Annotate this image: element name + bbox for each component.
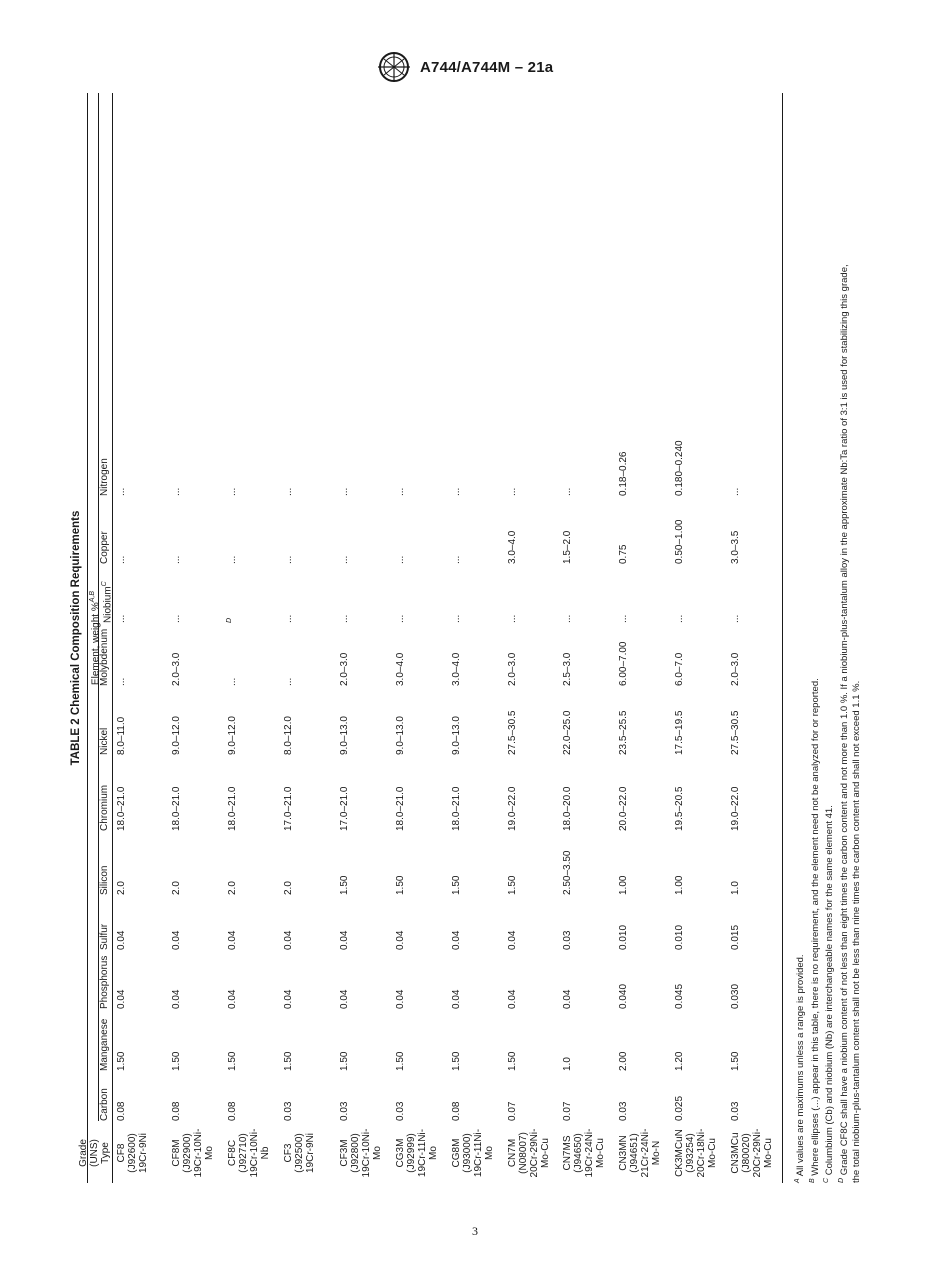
table-cell: 8.0–12.0: [283, 716, 294, 755]
column-header-niobium: Niobium$^C$: [101, 581, 114, 623]
table-cell: ...: [116, 614, 127, 623]
table-cell: 0.180–0.240: [674, 440, 685, 496]
table-cell: 1.50: [227, 1051, 238, 1071]
column-header-note-mark: C: [101, 581, 108, 587]
table-cell: ...: [618, 614, 629, 623]
grade-cell: [562, 1123, 606, 1183]
grade-cell-line: CG3M: [395, 1138, 406, 1168]
table-cell: 0.04: [562, 989, 573, 1009]
column-header-sulfur: Sulfur: [99, 923, 110, 950]
grade-cell-line: (J94650): [573, 1133, 584, 1173]
table-cell: 1.50: [730, 1051, 741, 1071]
page-header: [376, 50, 553, 84]
grade-cell-line: (J94651): [629, 1133, 640, 1173]
table-cell: 0.04: [451, 930, 462, 950]
table-cell: 18.0–21.0: [395, 786, 406, 831]
table-cell: ...: [116, 555, 127, 564]
table-cell: 1.50: [451, 1051, 462, 1071]
table-cell: 0.025: [674, 1095, 685, 1121]
grade-cell-line: (N08007): [518, 1132, 529, 1174]
table-cell: 0.75: [618, 544, 629, 564]
table-cell: ...: [339, 614, 350, 623]
table-cell: ...: [283, 677, 294, 686]
table-cell: 17.0–21.0: [283, 786, 294, 831]
table-cell: ...: [395, 555, 406, 564]
table-cell: 1.5–2.0: [562, 530, 573, 564]
table-cell: 18.0–21.0: [116, 786, 127, 831]
grade-header-line: Type: [100, 1142, 111, 1164]
table-cell: 1.50: [116, 1051, 127, 1071]
page-number: 3: [472, 1224, 478, 1238]
table-cell: 0.08: [171, 1101, 182, 1121]
table-cell: ...: [171, 614, 182, 623]
table-cell: 27.5–30.5: [730, 710, 741, 755]
table-cell: 18.0–20.0: [562, 786, 573, 831]
table-cell: 0.040: [618, 983, 629, 1009]
table-cell: 1.50: [451, 875, 462, 895]
grade-cell: [674, 1123, 718, 1183]
table-cell: 18.0–21.0: [171, 786, 182, 831]
table-cell: 19.0–22.0: [730, 786, 741, 831]
rotated-table-block: [70, 93, 870, 1183]
table-cell: 0.04: [507, 989, 518, 1009]
table-cell: 2.00: [618, 1051, 629, 1071]
table-cell: 0.03: [283, 1101, 294, 1121]
table-cell: ...: [395, 614, 406, 623]
grade-cell-line: CN3MCu: [730, 1132, 741, 1174]
table-cell: 0.04: [283, 930, 294, 950]
table-cell: 23.5–25.5: [618, 710, 629, 755]
table-cell: 9.0–12.0: [171, 716, 182, 755]
table-cell: 0.04: [227, 989, 238, 1009]
table-cell: 19.5–20.5: [674, 786, 685, 831]
element-group-header: Element, weight %$^{A,B}$: [89, 590, 102, 686]
footnote: the total niobium-plus-tantalum content shall not be less than nine times the carbon content and shall not exceed 1.1 %.: [850, 680, 862, 1183]
grade-header-line: (UNS): [89, 1139, 100, 1167]
table-cell: ...: [283, 555, 294, 564]
grade-header-line: Grade: [78, 1139, 89, 1167]
table-cell: 3.0–4.0: [507, 530, 518, 564]
table-cell: 0.04: [451, 989, 462, 1009]
table-cell: ...: [227, 555, 238, 564]
table-cell: 9.0–13.0: [395, 716, 406, 755]
table-cell: 0.08: [451, 1101, 462, 1121]
table-cell: 1.50: [339, 875, 350, 895]
table-cell: ...: [339, 555, 350, 564]
table-cell: ...: [451, 614, 462, 623]
table-cell: 0.04: [395, 930, 406, 950]
grade-cell-line: (J93254): [685, 1133, 696, 1173]
table-cell: 2.0–3.0: [507, 652, 518, 686]
grade-cell: [618, 1123, 662, 1183]
grade-cell: [171, 1123, 215, 1183]
table-cell: 0.04: [283, 989, 294, 1009]
table-cell: ...: [451, 487, 462, 496]
table-cell: 0.07: [562, 1101, 573, 1121]
table-cell: 1.50: [339, 1051, 350, 1071]
grade-cell-line: 19Cr-9Ni: [138, 1133, 149, 1174]
grade-cell-line: CF8C: [227, 1139, 238, 1167]
table-cell: ...: [227, 487, 238, 496]
column-header-silicon: Silicon: [99, 865, 110, 895]
table-cell: ...: [283, 614, 294, 623]
table-cell: 0.07: [507, 1101, 518, 1121]
column-header-nitrogen: Nitrogen: [99, 458, 110, 496]
table-cell: ...: [283, 487, 294, 496]
element-group-note-marks: A,B: [89, 590, 96, 603]
grade-cell-line: (J92710): [238, 1133, 249, 1173]
table-cell: ...: [674, 614, 685, 623]
table-cell: ...: [507, 487, 518, 496]
column-header-manganese: Manganese: [99, 1018, 110, 1071]
grade-cell-line: CF3M: [339, 1139, 350, 1167]
column-header-copper: Copper: [99, 531, 110, 564]
table-cell: 0.08: [116, 1101, 127, 1121]
table-cell: 0.03: [562, 930, 573, 950]
table-cell: 0.03: [395, 1101, 406, 1121]
table-cell: 1.50: [395, 875, 406, 895]
table-cell: 0.04: [227, 930, 238, 950]
table-cell: 22.0–25.0: [562, 710, 573, 755]
table-cell: 1.50: [395, 1051, 406, 1071]
table-cell: ...: [171, 555, 182, 564]
grade-cell: [339, 1123, 383, 1183]
table-cell: ...: [395, 487, 406, 496]
table-cell: 17.0–21.0: [339, 786, 350, 831]
grade-cell-line: 19Cr-24Ni-Mo-Cu: [584, 1128, 606, 1178]
grade-cell-line: (J92999): [406, 1133, 417, 1173]
table-cell: ...: [171, 487, 182, 496]
grade-cell-line: CF3: [283, 1143, 294, 1163]
grade-cell-line: 20Cr-29Ni-Mo-Cu: [752, 1128, 774, 1178]
grade-cell-line: 20Cr-29Ni-Mo-Cu: [529, 1128, 551, 1178]
table-cell: 20.0–22.0: [618, 786, 629, 831]
grade-cell: [227, 1123, 271, 1183]
table-cell: 0.03: [618, 1101, 629, 1121]
column-header-nickel: Nickel: [99, 727, 110, 755]
table-title: TABLE 2 Chemical Composition Requirements: [70, 510, 82, 766]
table-cell: 0.04: [171, 930, 182, 950]
column-header-chromium: Chromium: [99, 784, 110, 831]
grade-cell-line: (J92600): [127, 1133, 138, 1173]
header-bottom-rule: [112, 93, 113, 1183]
table-cell: 19.0–22.0: [507, 786, 518, 831]
table-cell: 0.03: [730, 1101, 741, 1121]
table-cell: 1.0: [562, 1057, 573, 1071]
table-cell: ...: [227, 677, 238, 686]
grade-cell-line: 19Cr-10Ni-Nb: [249, 1128, 271, 1178]
table-cell: D: [226, 617, 233, 623]
table-cell: 2.0: [171, 881, 182, 895]
grade-cell-line: CN3MN: [618, 1135, 629, 1171]
table-cell: 2.50–3.50: [562, 850, 573, 895]
table-cell: 2.0: [227, 881, 238, 895]
grade-cell-line: CF8M: [171, 1139, 182, 1167]
table-cell: 18.0–21.0: [451, 786, 462, 831]
column-header-molybdenum: Molybdenum: [99, 628, 110, 686]
table-cell: 0.04: [171, 989, 182, 1009]
grade-cell-line: 21Cr-24Ni-Mo-N: [640, 1128, 662, 1178]
table-footnotes: [792, 93, 862, 1183]
grade-cell-line: (J92900): [182, 1133, 193, 1173]
footnote-mark: D: [837, 1177, 845, 1183]
document-designation: A744/A744M – 21a: [420, 58, 554, 76]
footnote: $^A$ All values are maximums unless a range is provided.: [794, 954, 807, 1183]
table-cell: 1.50: [171, 1051, 182, 1071]
table-cell: 2.0: [283, 881, 294, 895]
table-cell: 1.50: [507, 1051, 518, 1071]
grade-cell: [730, 1123, 774, 1183]
grade-cell-line: CN7M: [507, 1138, 518, 1168]
table-cell: 0.045: [674, 983, 685, 1009]
table-cell: 0.04: [339, 989, 350, 1009]
table-cell: ...: [116, 677, 127, 686]
table-cell: ...: [730, 614, 741, 623]
table-cell: 1.00: [618, 875, 629, 895]
table-cell: 1.0: [730, 881, 741, 895]
table-cell: 2.0–3.0: [730, 652, 741, 686]
table-cell: 17.5–19.5: [674, 710, 685, 755]
grade-cell-line: 19Cr-11Ni-Mo: [417, 1128, 439, 1178]
table-cell: 0.04: [116, 989, 127, 1009]
table-cell: 0.015: [730, 924, 741, 950]
table-cell: 6.0–7.0: [674, 652, 685, 686]
table-cell: 1.50: [283, 1051, 294, 1071]
table-cell: 6.00–7.00: [618, 641, 629, 686]
table-cell: 2.0: [116, 881, 127, 895]
table-cell: 8.0–11.0: [116, 716, 127, 755]
grade-cell-line: 19Cr-11Ni-Mo: [473, 1128, 495, 1178]
table-cell: ...: [562, 487, 573, 496]
table-cell: 1.00: [674, 875, 685, 895]
grade-cell: [395, 1123, 439, 1183]
footnote: $^C$ Columbium (Cb) and niobium (Nb) are interchangeable names for the same element 41.: [823, 805, 836, 1183]
footnote: $^B$ Where ellipses (...) appear in this table, there is no requirement, and the element need not be analyzed for or reported.: [808, 678, 821, 1183]
footnote-mark: A: [794, 1178, 801, 1183]
table-cell: ...: [116, 487, 127, 496]
footnote: $^D$ Grade CF8C shall have a niobium content of not less than eight times the carbon content and not more than 1.0 %. If a niobium-plus-tantalum alloy in the approximate Nb:Ta ratio of 3:1 is used for stabilizing this grade,: [837, 264, 851, 1183]
table-cell: 2.5–3.0: [562, 652, 573, 686]
bottom-rule: [782, 93, 783, 1183]
table-cell: ...: [562, 614, 573, 623]
table-cell: 0.50–1.00: [674, 519, 685, 564]
table-cell: 3.0–4.0: [395, 652, 406, 686]
footnote-mark: C: [823, 1177, 831, 1183]
grade-cell-line: (J92800): [350, 1133, 361, 1173]
table-cell: 2.0–3.0: [171, 652, 182, 686]
astm-logo-icon: [376, 50, 412, 84]
table-cell: 18.0–21.0: [227, 786, 238, 831]
table-cell: 1.20: [674, 1051, 685, 1071]
table-cell: ...: [730, 487, 741, 496]
grade-cell: [116, 1123, 149, 1183]
table-cell: ...: [507, 614, 518, 623]
table-cell: 0.18–0.26: [618, 451, 629, 496]
table-cell: 3.0–4.0: [451, 652, 462, 686]
grade-cell-line: 19Cr-9Ni: [305, 1133, 316, 1174]
table-cell: 3.0–3.5: [730, 530, 741, 564]
grade-cell-line: (J80020): [741, 1133, 752, 1173]
grade-cell-line: 19Cr-10Ni-Mo: [193, 1128, 215, 1178]
table-cell: 0.010: [674, 924, 685, 950]
footnote-mark: B: [808, 1178, 816, 1183]
table-cell: 0.04: [116, 930, 127, 950]
grade-cell-line: CG8M: [451, 1138, 462, 1168]
table-cell: 0.04: [507, 930, 518, 950]
column-header-phosphorus: Phosphorus: [99, 955, 110, 1009]
column-header-carbon: Carbon: [99, 1088, 110, 1121]
table-cell: 9.0–13.0: [451, 716, 462, 755]
grade-cell-line: CN7MS: [562, 1135, 573, 1171]
table-cell: 0.04: [339, 930, 350, 950]
grade-cell-line: CK3MCuN: [674, 1129, 685, 1177]
grade-cell-line: CF8: [116, 1143, 127, 1163]
table-cell: 1.50: [507, 875, 518, 895]
grade-cell-line: (J93000): [462, 1133, 473, 1173]
grade-cell: [283, 1123, 316, 1183]
grade-cell: [507, 1123, 551, 1183]
table-cell: ...: [339, 487, 350, 496]
table-cell: 0.010: [618, 924, 629, 950]
grade-cell-line: 20Cr-18Ni-Mo-Cu: [696, 1128, 718, 1178]
grade-cell-line: 19Cr-10Ni-Mo: [361, 1128, 383, 1178]
table-cell: 0.030: [730, 983, 741, 1009]
table-cell: 2.0–3.0: [339, 652, 350, 686]
table-cell: ...: [451, 555, 462, 564]
table-cell: 0.08: [227, 1101, 238, 1121]
table-cell: 9.0–13.0: [339, 716, 350, 755]
table-cell: 0.03: [339, 1101, 350, 1121]
grade-header: [78, 1123, 111, 1183]
table-cell: 27.5–30.5: [507, 710, 518, 755]
table-cell: 0.04: [395, 989, 406, 1009]
grade-cell-line: (J92500): [294, 1133, 305, 1173]
grade-cell: [451, 1123, 495, 1183]
table-cell: 9.0–12.0: [227, 716, 238, 755]
